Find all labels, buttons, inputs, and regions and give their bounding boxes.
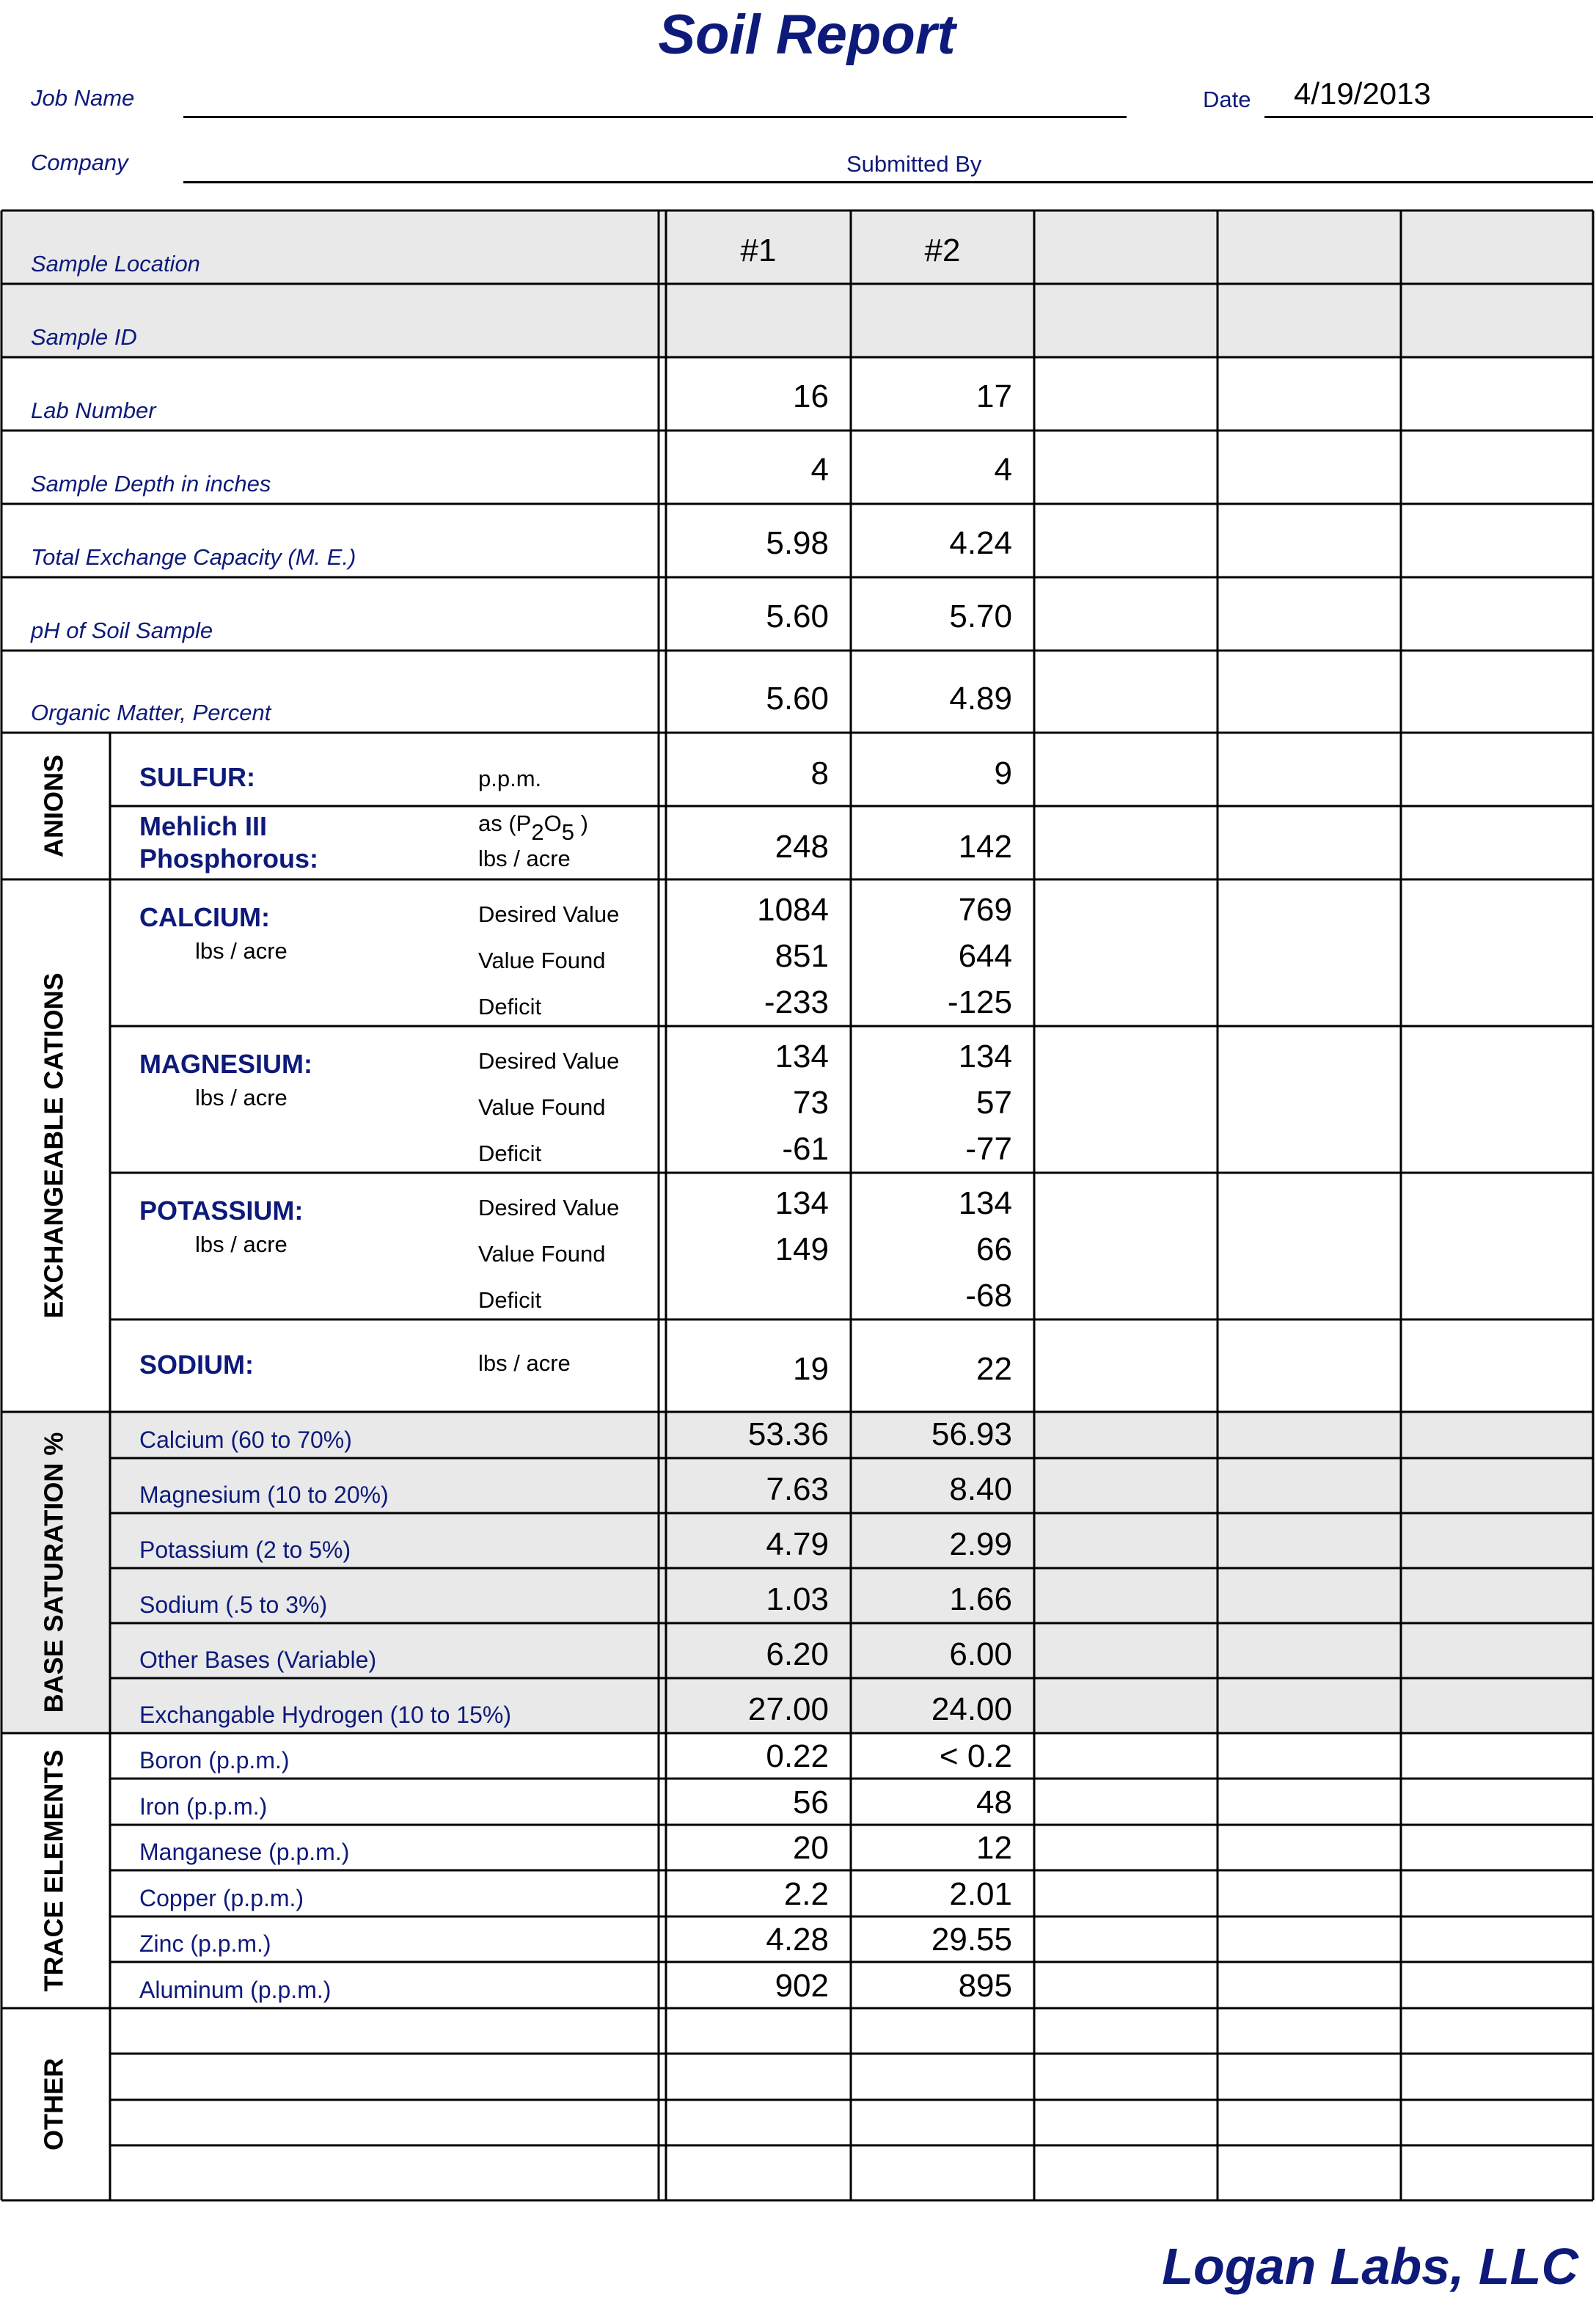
footer-brand: Logan Labs, LLC xyxy=(1162,2238,1578,2295)
cell-value: 4.28 xyxy=(766,1922,829,1958)
company-label: Company xyxy=(31,150,128,175)
section-label-exchangeable-cations: EXCHANGEABLE CATIONS xyxy=(38,973,69,1319)
cell-value: 6.20 xyxy=(766,1636,829,1672)
phosphorous-unit: as (P2O5 ) xyxy=(478,810,588,845)
cation-row-label: Deficit xyxy=(478,1140,542,1166)
cell-value: 4.24 xyxy=(949,525,1012,561)
phosphorous-label-line2: Phosphorous: xyxy=(139,843,318,874)
cation-row-label: Desired Value xyxy=(478,1048,620,1074)
submitted-by-label: Submitted By xyxy=(846,151,982,177)
cation-unit: lbs / acre xyxy=(195,1085,288,1110)
cell-value: -233 xyxy=(764,984,829,1020)
row-label: Sample Location xyxy=(31,251,200,277)
sodium-unit: lbs / acre xyxy=(478,1350,571,1376)
cell-value: 16 xyxy=(793,378,829,414)
cell-value: 2.01 xyxy=(949,1876,1012,1912)
base-saturation-label: Sodium (.5 to 3%) xyxy=(139,1592,328,1618)
cell-value: 48 xyxy=(976,1784,1012,1820)
cell-value: -125 xyxy=(947,984,1012,1020)
section-label-other: OTHER xyxy=(38,2058,69,2150)
cell-value: 8.40 xyxy=(949,1471,1012,1507)
cation-unit: lbs / acre xyxy=(195,938,288,964)
cell-value: 5.70 xyxy=(949,598,1012,634)
cell-value: 53.36 xyxy=(747,1416,829,1452)
cell-value: 9 xyxy=(994,755,1012,791)
cell-value: 644 xyxy=(958,938,1012,974)
section-label-trace-elements: TRACE ELEMENTS xyxy=(38,1749,69,1992)
job-name-label: Job Name xyxy=(31,85,135,111)
base-saturation-shading xyxy=(1,1412,1593,1733)
cell-value: 8 xyxy=(810,755,829,791)
trace-element-label: Copper (p.p.m.) xyxy=(139,1885,304,1911)
cell-value: 7.63 xyxy=(766,1471,829,1507)
sodium-label: SODIUM: xyxy=(139,1350,254,1380)
cell-value: 2.99 xyxy=(949,1526,1012,1562)
cell-value: 1084 xyxy=(757,892,829,928)
cation-name: CALCIUM: xyxy=(139,902,270,932)
cell-value: 1.03 xyxy=(766,1581,829,1617)
row-label: Sample ID xyxy=(31,324,137,350)
cation-row-label: Value Found xyxy=(478,948,606,973)
cell-value: 22 xyxy=(976,1351,1012,1387)
cell-value: 149 xyxy=(775,1231,829,1267)
cell-value: 134 xyxy=(775,1185,829,1221)
row-label: Organic Matter, Percent xyxy=(31,700,271,725)
cell-value: 248 xyxy=(775,829,829,865)
cell-value: 895 xyxy=(958,1968,1012,2004)
cell-value: 142 xyxy=(958,829,1012,865)
cell-value: 5.60 xyxy=(766,598,829,634)
cell-value: 0.22 xyxy=(766,1738,829,1774)
trace-element-label: Manganese (p.p.m.) xyxy=(139,1839,350,1865)
row-label: Sample Depth in inches xyxy=(31,471,271,497)
cell-value: 1.66 xyxy=(949,1581,1012,1617)
base-saturation-label: Magnesium (10 to 20%) xyxy=(139,1482,389,1508)
date-label: Date xyxy=(1203,87,1251,112)
column-header: #1 xyxy=(740,233,777,268)
cell-value: 73 xyxy=(793,1085,829,1121)
row-label: Total Exchange Capacity (M. E.) xyxy=(31,544,356,570)
cell-value: 20 xyxy=(793,1830,829,1866)
cell-value: -61 xyxy=(782,1131,829,1167)
row-label: Lab Number xyxy=(31,398,156,423)
trace-element-label: Zinc (p.p.m.) xyxy=(139,1930,271,1957)
phosphorous-unit-line2: lbs / acre xyxy=(478,846,571,871)
cell-value: 4.89 xyxy=(949,681,1012,717)
cell-value: 66 xyxy=(976,1231,1012,1267)
cell-value: 4 xyxy=(810,452,829,488)
cell-value: 5.98 xyxy=(766,525,829,561)
base-saturation-label: Exchangable Hydrogen (10 to 15%) xyxy=(139,1702,511,1728)
cell-value: 17 xyxy=(976,378,1012,414)
base-saturation-label: Calcium (60 to 70%) xyxy=(139,1427,352,1453)
cell-value: 134 xyxy=(958,1185,1012,1221)
cell-value: 24.00 xyxy=(931,1691,1012,1727)
cell-value: 4 xyxy=(994,452,1012,488)
base-saturation-label: Potassium (2 to 5%) xyxy=(139,1537,351,1563)
cation-name: POTASSIUM: xyxy=(139,1196,304,1226)
page-title: Soil Report xyxy=(658,4,956,66)
sulfur-label: SULFUR: xyxy=(139,762,255,792)
cell-value: 29.55 xyxy=(931,1922,1012,1958)
cell-value: 57 xyxy=(976,1085,1012,1121)
cell-value: 19 xyxy=(793,1351,829,1387)
cation-row-label: Value Found xyxy=(478,1241,606,1267)
cell-value: -68 xyxy=(965,1278,1012,1314)
cell-value: 56 xyxy=(793,1784,829,1820)
row-label: pH of Soil Sample xyxy=(31,618,213,643)
cell-value: 5.60 xyxy=(766,681,829,717)
cation-row-label: Deficit xyxy=(478,1287,542,1313)
cell-value: 12 xyxy=(976,1830,1012,1866)
cell-value: 4.79 xyxy=(766,1526,829,1562)
cell-value: 134 xyxy=(958,1039,1012,1074)
section-label-anions: ANIONS xyxy=(38,754,69,858)
trace-element-label: Iron (p.p.m.) xyxy=(139,1793,268,1820)
cation-row-label: Desired Value xyxy=(478,1195,620,1220)
cell-value: 2.2 xyxy=(783,1876,829,1912)
phosphorous-label-line1: Mehlich III xyxy=(139,811,268,841)
cation-row-label: Desired Value xyxy=(478,901,620,927)
cell-value: -77 xyxy=(965,1131,1012,1167)
cell-value: 769 xyxy=(958,892,1012,928)
section-label-base-saturation: BASE SATURATION % xyxy=(38,1432,69,1713)
column-header: #2 xyxy=(924,233,961,268)
cell-value: 851 xyxy=(775,938,829,974)
base-saturation-label: Other Bases (Variable) xyxy=(139,1647,377,1673)
sulfur-unit: p.p.m. xyxy=(478,766,542,791)
cell-value: 902 xyxy=(775,1968,829,2004)
cell-value: 56.93 xyxy=(931,1416,1012,1452)
cell-value: 134 xyxy=(775,1039,829,1074)
date-field[interactable]: 4/19/2013 xyxy=(1294,76,1431,111)
trace-element-label: Boron (p.p.m.) xyxy=(139,1747,290,1773)
cation-row-label: Value Found xyxy=(478,1094,606,1120)
cell-value: 6.00 xyxy=(949,1636,1012,1672)
cell-value: 27.00 xyxy=(747,1691,829,1727)
trace-element-label: Aluminum (p.p.m.) xyxy=(139,1977,332,2003)
cation-unit: lbs / acre xyxy=(195,1231,288,1257)
cell-value: < 0.2 xyxy=(939,1738,1012,1774)
cation-name: MAGNESIUM: xyxy=(139,1049,312,1079)
cation-row-label: Deficit xyxy=(478,994,542,1019)
